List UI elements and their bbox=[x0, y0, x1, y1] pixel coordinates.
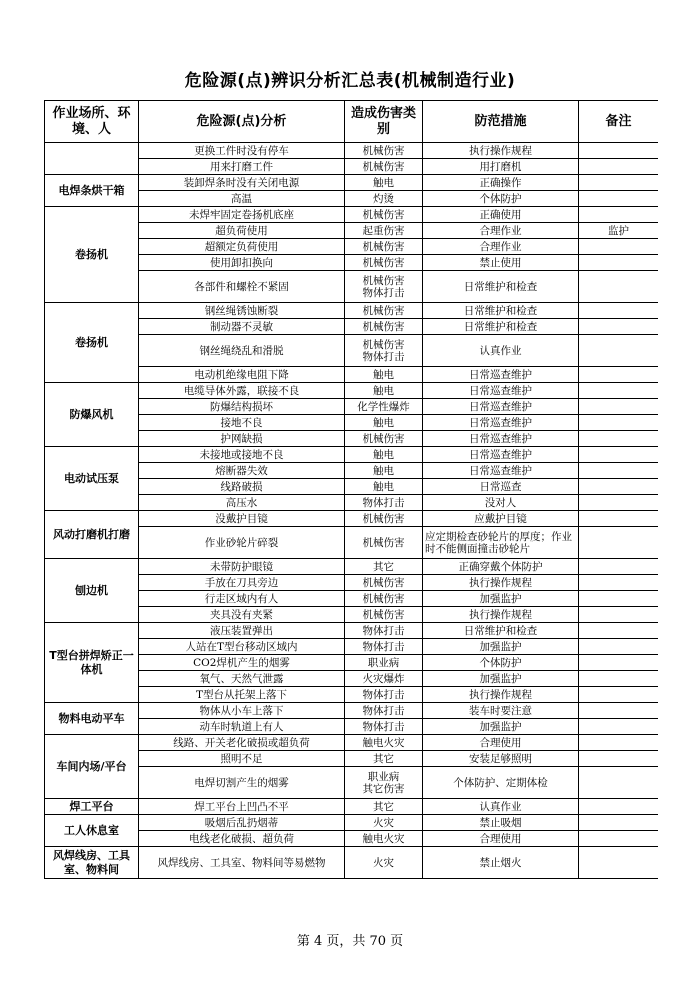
location-cell: 焊工平台 bbox=[45, 799, 139, 815]
note-cell bbox=[579, 639, 659, 655]
hazard-cell: 线路破损 bbox=[139, 479, 345, 495]
harm-type-cell: 其它 bbox=[345, 799, 423, 815]
note-cell bbox=[579, 735, 659, 751]
hazard-cell: 焊工平台上凹凸不平 bbox=[139, 799, 345, 815]
note-cell bbox=[579, 511, 659, 527]
harm-type-cell: 火灾 bbox=[345, 847, 423, 879]
harm-type-cell: 机械伤害 物体打击 bbox=[345, 271, 423, 303]
note-cell bbox=[579, 271, 659, 303]
harm-type-cell: 机械伤害 bbox=[345, 575, 423, 591]
measure-cell: 认真作业 bbox=[423, 799, 579, 815]
harm-type-cell: 机械伤害 bbox=[345, 159, 423, 175]
location-cell: 电焊条烘干箱 bbox=[45, 175, 139, 207]
note-cell bbox=[579, 383, 659, 399]
note-cell: 监护 bbox=[579, 223, 659, 239]
hazard-cell: 氧气、天然气泄露 bbox=[139, 671, 345, 687]
measure-cell: 日常巡查维护 bbox=[423, 415, 579, 431]
hazard-cell: 钢丝绳锈蚀断裂 bbox=[139, 303, 345, 319]
location-cell: 电动试压泵 bbox=[45, 447, 139, 511]
location-cell: T型台拼焊矫正一体机 bbox=[45, 623, 139, 703]
harm-type-cell: 物体打击 bbox=[345, 623, 423, 639]
table-row bbox=[45, 383, 659, 399]
harm-type-cell: 触电 bbox=[345, 415, 423, 431]
measure-cell: 正确穿戴个体防护 bbox=[423, 559, 579, 575]
note-cell bbox=[579, 703, 659, 719]
hazard-cell: 电焊切割产生的烟雾 bbox=[139, 767, 345, 799]
note-cell bbox=[579, 719, 659, 735]
hazard-cell: 防爆结构损坏 bbox=[139, 399, 345, 415]
hazard-cell: 电线老化破损、超负荷 bbox=[139, 831, 345, 847]
header-measures: 防范措施 bbox=[423, 101, 579, 143]
note-cell bbox=[579, 815, 659, 831]
table-row bbox=[45, 623, 659, 639]
harm-type-cell: 触电 bbox=[345, 175, 423, 191]
hazard-cell: 作业砂轮片碎裂 bbox=[139, 527, 345, 559]
note-cell bbox=[579, 143, 659, 159]
note-cell bbox=[579, 159, 659, 175]
table-row bbox=[45, 559, 659, 575]
measure-cell: 日常维护和检查 bbox=[423, 271, 579, 303]
harm-type-cell: 其它 bbox=[345, 559, 423, 575]
harm-type-cell: 其它 bbox=[345, 751, 423, 767]
measure-cell: 执行操作规程 bbox=[423, 143, 579, 159]
measure-cell: 应戴护目镜 bbox=[423, 511, 579, 527]
table-header-row bbox=[45, 101, 659, 143]
note-cell bbox=[579, 399, 659, 415]
hazard-cell: 夹具没有夹紧 bbox=[139, 607, 345, 623]
table-row bbox=[45, 815, 659, 831]
harm-type-cell: 机械伤害 bbox=[345, 591, 423, 607]
hazard-cell: 手放在刀具旁边 bbox=[139, 575, 345, 591]
harm-type-cell: 起重伤害 bbox=[345, 223, 423, 239]
measure-cell: 日常巡查维护 bbox=[423, 463, 579, 479]
measure-cell: 执行操作规程 bbox=[423, 607, 579, 623]
header-harm-type: 造成伤害类别 bbox=[345, 101, 423, 143]
hazard-cell: 钢丝绳绕乱和滑脱 bbox=[139, 335, 345, 367]
hazard-cell: 各部件和螺栓不紧固 bbox=[139, 271, 345, 303]
measure-cell: 日常巡查维护 bbox=[423, 399, 579, 415]
measure-cell: 认真作业 bbox=[423, 335, 579, 367]
measure-cell: 日常巡查维护 bbox=[423, 447, 579, 463]
table-row bbox=[45, 511, 659, 527]
measure-cell: 加强监护 bbox=[423, 719, 579, 735]
note-cell bbox=[579, 431, 659, 447]
hazard-cell: 没戴护目镜 bbox=[139, 511, 345, 527]
note-cell bbox=[579, 175, 659, 191]
harm-type-cell: 灼烫 bbox=[345, 191, 423, 207]
hazard-cell: 高温 bbox=[139, 191, 345, 207]
harm-type-cell: 机械伤害 bbox=[345, 303, 423, 319]
note-cell bbox=[579, 239, 659, 255]
note-cell bbox=[579, 671, 659, 687]
measure-cell: 合理作业 bbox=[423, 239, 579, 255]
harm-type-cell: 机械伤害 bbox=[345, 511, 423, 527]
harm-type-cell: 触电 bbox=[345, 367, 423, 383]
harm-type-cell: 机械伤害 bbox=[345, 143, 423, 159]
harm-type-cell: 机械伤害 物体打击 bbox=[345, 335, 423, 367]
note-cell bbox=[579, 799, 659, 815]
measure-cell: 日常维护和检查 bbox=[423, 319, 579, 335]
measure-cell: 没对人 bbox=[423, 495, 579, 511]
harm-type-cell: 触电 bbox=[345, 463, 423, 479]
page-footer: 第 4 页，共 70 页 bbox=[296, 934, 404, 949]
hazard-cell: 更换工件时没有停车 bbox=[139, 143, 345, 159]
measure-cell: 合理使用 bbox=[423, 735, 579, 751]
note-cell bbox=[579, 319, 659, 335]
table-row bbox=[45, 143, 659, 159]
note-cell bbox=[579, 623, 659, 639]
location-cell: 卷扬机 bbox=[45, 303, 139, 383]
measure-cell: 执行操作规程 bbox=[423, 575, 579, 591]
harm-type-cell: 物体打击 bbox=[345, 703, 423, 719]
harm-type-cell: 火灾 bbox=[345, 815, 423, 831]
note-cell bbox=[579, 415, 659, 431]
measure-cell: 日常维护和检查 bbox=[423, 623, 579, 639]
hazard-cell: 照明不足 bbox=[139, 751, 345, 767]
harm-type-cell: 触电 bbox=[345, 447, 423, 463]
harm-type-cell: 职业病 bbox=[345, 655, 423, 671]
hazard-cell: 电动机绝缘电阻下降 bbox=[139, 367, 345, 383]
hazard-cell: T型台从托架上落下 bbox=[139, 687, 345, 703]
harm-type-cell: 机械伤害 bbox=[345, 431, 423, 447]
location-cell: 风焊线房、工具室、物料间 bbox=[45, 847, 139, 879]
table-row bbox=[45, 175, 659, 191]
table-row bbox=[45, 847, 659, 879]
location-cell: 卷扬机 bbox=[45, 207, 139, 303]
hazard-cell: 未带防护眼镜 bbox=[139, 559, 345, 575]
measure-cell: 正确操作 bbox=[423, 175, 579, 191]
table-row bbox=[45, 735, 659, 751]
location-cell: 工人休息室 bbox=[45, 815, 139, 847]
measure-cell: 日常巡查维护 bbox=[423, 367, 579, 383]
table-row bbox=[45, 799, 659, 815]
hazard-cell: 高压水 bbox=[139, 495, 345, 511]
hazard-cell: 用来打磨工件 bbox=[139, 159, 345, 175]
measure-cell: 正确使用 bbox=[423, 207, 579, 223]
hazard-cell: 行走区域内有人 bbox=[139, 591, 345, 607]
note-cell bbox=[579, 607, 659, 623]
harm-type-cell: 机械伤害 bbox=[345, 607, 423, 623]
measure-cell: 加强监护 bbox=[423, 639, 579, 655]
measure-cell: 禁止使用 bbox=[423, 255, 579, 271]
harm-type-cell: 物体打击 bbox=[345, 639, 423, 655]
harm-type-cell: 机械伤害 bbox=[345, 255, 423, 271]
note-cell bbox=[579, 655, 659, 671]
note-cell bbox=[579, 335, 659, 367]
note-cell bbox=[579, 191, 659, 207]
hazard-cell: CO2焊机产生的烟雾 bbox=[139, 655, 345, 671]
harm-type-cell: 职业病 其它伤害 bbox=[345, 767, 423, 799]
hazard-cell: 物体从小车上落下 bbox=[139, 703, 345, 719]
harm-type-cell: 触电 bbox=[345, 383, 423, 399]
hazard-cell: 未接地或接地不良 bbox=[139, 447, 345, 463]
location-cell: 刨边机 bbox=[45, 559, 139, 623]
location-cell: 风动打磨机打磨 bbox=[45, 511, 139, 559]
location-cell: 物料电动平车 bbox=[45, 703, 139, 735]
hazard-cell: 风焊线房、工具室、物料间等易燃物 bbox=[139, 847, 345, 879]
harm-type-cell: 触电火灾 bbox=[345, 735, 423, 751]
table-row bbox=[45, 303, 659, 319]
harm-type-cell: 机械伤害 bbox=[345, 207, 423, 223]
measure-cell: 合理作业 bbox=[423, 223, 579, 239]
measure-cell: 加强监护 bbox=[423, 591, 579, 607]
measure-cell: 装车时要注意 bbox=[423, 703, 579, 719]
note-cell bbox=[579, 591, 659, 607]
harm-type-cell: 火灾爆炸 bbox=[345, 671, 423, 687]
header-hazard: 危险源(点)分析 bbox=[139, 101, 345, 143]
hazard-cell: 超负荷使用 bbox=[139, 223, 345, 239]
note-cell bbox=[579, 303, 659, 319]
note-cell bbox=[579, 495, 659, 511]
note-cell bbox=[579, 527, 659, 559]
harm-type-cell: 物体打击 bbox=[345, 495, 423, 511]
measure-cell: 个体防护、定期体检 bbox=[423, 767, 579, 799]
hazard-cell: 使用卸扣换向 bbox=[139, 255, 345, 271]
location-cell: 防爆风机 bbox=[45, 383, 139, 447]
note-cell bbox=[579, 255, 659, 271]
hazard-cell: 吸烟后乱扔烟蒂 bbox=[139, 815, 345, 831]
hazard-cell: 装卸焊条时没有关闭电源 bbox=[139, 175, 345, 191]
note-cell bbox=[579, 767, 659, 799]
measure-cell: 合理使用 bbox=[423, 831, 579, 847]
harm-type-cell: 机械伤害 bbox=[345, 239, 423, 255]
header-location: 作业场所、环境、人 bbox=[45, 101, 139, 143]
harm-type-cell: 化学性爆炸 bbox=[345, 399, 423, 415]
measure-cell: 日常巡查 bbox=[423, 479, 579, 495]
measure-cell: 安装足够照明 bbox=[423, 751, 579, 767]
harm-type-cell: 触电火灾 bbox=[345, 831, 423, 847]
hazard-cell: 接地不良 bbox=[139, 415, 345, 431]
hazard-cell: 未焊牢固定卷扬机底座 bbox=[139, 207, 345, 223]
hazard-cell: 人站在T型台移动区域内 bbox=[139, 639, 345, 655]
hazard-cell: 熔断器失效 bbox=[139, 463, 345, 479]
table-row bbox=[45, 447, 659, 463]
measure-cell: 日常巡查维护 bbox=[423, 383, 579, 399]
hazard-cell: 液压装置弹出 bbox=[139, 623, 345, 639]
table-row bbox=[45, 703, 659, 719]
harm-type-cell: 机械伤害 bbox=[345, 319, 423, 335]
note-cell bbox=[579, 367, 659, 383]
hazard-cell: 线路、开关老化破损或超负荷 bbox=[139, 735, 345, 751]
hazard-cell: 制动器不灵敏 bbox=[139, 319, 345, 335]
measure-cell: 日常巡查维护 bbox=[423, 431, 579, 447]
note-cell bbox=[579, 207, 659, 223]
measure-cell: 禁止吸烟 bbox=[423, 815, 579, 831]
hazard-cell: 动车时轨道上有人 bbox=[139, 719, 345, 735]
harm-type-cell: 物体打击 bbox=[345, 687, 423, 703]
harm-type-cell: 物体打击 bbox=[345, 719, 423, 735]
harm-type-cell: 触电 bbox=[345, 479, 423, 495]
location-cell: 车间内场/平台 bbox=[45, 735, 139, 799]
hazard-table bbox=[44, 100, 658, 879]
hazard-cell: 超额定负荷使用 bbox=[139, 239, 345, 255]
measure-cell: 加强监护 bbox=[423, 671, 579, 687]
hazard-cell: 护网缺损 bbox=[139, 431, 345, 447]
note-cell bbox=[579, 463, 659, 479]
measure-cell: 个体防护 bbox=[423, 191, 579, 207]
note-cell bbox=[579, 687, 659, 703]
note-cell bbox=[579, 831, 659, 847]
note-cell bbox=[579, 447, 659, 463]
note-cell bbox=[579, 559, 659, 575]
hazard-cell: 电缆导体外露，联接不良 bbox=[139, 383, 345, 399]
note-cell bbox=[579, 575, 659, 591]
note-cell bbox=[579, 479, 659, 495]
note-cell bbox=[579, 751, 659, 767]
note-cell bbox=[579, 847, 659, 879]
measure-cell: 日常维护和检查 bbox=[423, 303, 579, 319]
table-body bbox=[45, 143, 659, 879]
measure-cell: 应定期检查砂轮片的厚度；作业时不能侧面撞击砂轮片 bbox=[423, 527, 579, 559]
location-cell bbox=[45, 143, 139, 175]
measure-cell: 个体防护 bbox=[423, 655, 579, 671]
measure-cell: 禁止烟火 bbox=[423, 847, 579, 879]
header-notes: 备注 bbox=[579, 101, 659, 143]
harm-type-cell: 机械伤害 bbox=[345, 527, 423, 559]
hazard-table-container bbox=[44, 100, 658, 896]
measure-cell: 用打磨机 bbox=[423, 159, 579, 175]
page-title: 危险源(点)辨识分析汇总表(机械制造行业) bbox=[184, 71, 516, 91]
table-row bbox=[45, 207, 659, 223]
measure-cell: 执行操作规程 bbox=[423, 687, 579, 703]
